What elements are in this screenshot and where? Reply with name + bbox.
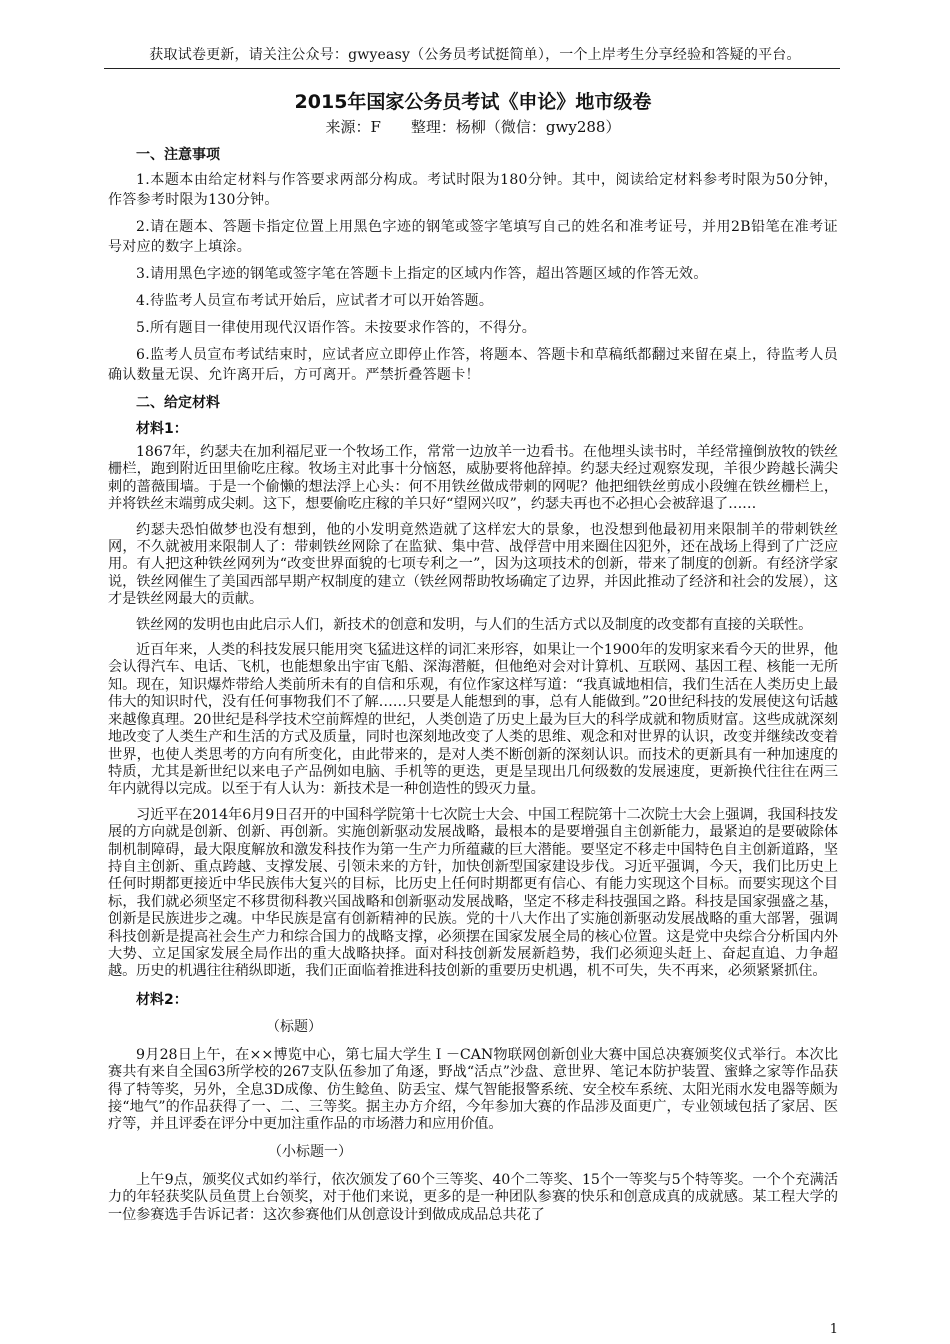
material-2-label: 材料2： — [136, 991, 188, 1008]
notice-item: 1.本题本由给定材料与作答要求两部分构成。考试时限为180分钟。其中，阅读给定材料参考时限为50分钟，作答参考时限为130分钟。 — [108, 172, 838, 208]
material-2-title-placeholder: （标题） — [266, 1018, 322, 1035]
page-number-row — [0, 1318, 950, 1337]
notice-item: 6.监考人员宣布考试结束时，应试者应立即停止作答，将题本、答题卡和草稿纸都翻过来留在桌上，待监考人员确认数量无误、允许离开后，方可离开。严禁折叠答题卡！ — [108, 347, 838, 383]
material-1-label: 材料1： — [136, 421, 188, 437]
material-1-paragraph: 约瑟夫恐怕做梦也没有想到，他的小发明竟然造就了这样宏大的景象，也没想到他最初用来限制羊的带刺铁丝网，不久就被用来限制人了：带刺铁丝网除了在监狱、集中营、战俘营中用来圈住囚犯外，还在战场上得到了广泛应用。有人把这种铁丝网列为“改变世界面貌的七项专利之一”，因为这项技术的创新，带来了制度的创新。有经济学家说，铁丝网催生了美国西部早期产权制度的建立（铁丝网帮助牧场确定了边界，并因此推动了经济和社会的发展），这才是铁丝网最大的贡献。 — [108, 521, 838, 608]
notice-item: 5.所有题目一律使用现代汉语作答。未按要求作答的，不得分。 — [136, 320, 537, 336]
document-body — [108, 88, 838, 1232]
material-2-subtitle-placeholder: （小标题一） — [268, 1143, 352, 1160]
document-source: 来源：F 整理：杨柳（微信：gwy288） — [325, 118, 621, 136]
material-1-paragraph: 铁丝网的发明也由此启示人们，新技术的创意和发明，与人们的生活方式以及制度的改变都有直接的关联性。 — [136, 616, 813, 633]
header-divider — [104, 68, 840, 69]
notice-heading: 一、注意事项 — [136, 147, 220, 163]
notice-item: 2.请在题本、答题卡指定位置上用黑色字迹的钢笔或签字笔填写自己的姓名和准考证号，并用2B铅笔在准考证号对应的数字上填涂。 — [108, 219, 838, 255]
material-1-paragraph: 习近平在2014年6月9日召开的中国科学院第十七次院士大会、中国工程院第十二次院士大会上强调，我国科技发展的方向就是创新、创新、再创新。实施创新驱动发展战略，最根本的是要增强自主创新能力，最紧迫的是要破除体制机制障碍，最大限度解放和激发科技作为第一生产力所蕴藏的巨大潜能。要坚定不移走中国特色自主创新道路，坚持自主创新、重点跨越、支撑发展、引领未来的方针，加快创新型国家建设步伐。习近平强调，今天，我们比历史上任何时期都更接近中华民族伟大复兴的目标，比历史上任何时期都更有信心、有能力实现这个目标。而要实现这个目标，我们就必须坚定不移贯彻科教兴国战略和创新驱动发展战略，坚定不移走科技强国之路。科技是国家强盛之基，创新是民族进步之魂。中华民族是富有创新精神的民族。党的十八大作出了实施创新驱动发展战略的重大部署，强调科技创新是提高社会生产力和综合国力的战略支撑，必须摆在国家发展全局的核心位置。这是党中央综合分析国内外大势、立足国家发展全局作出的重大战略抉择。面对科技创新发展新趋势，我们必须迎头赶上、奋起直追、力争超越。历史的机遇往往稍纵即逝，我们正面临着推进科技创新的重要历史机遇，机不可失，失不再来，必须紧紧抓住。 — [108, 806, 838, 980]
material-2-paragraph: 9月28日上午，在××博览中心，第七届大学生Ｉ－CAN物联网创新创业大赛中国总决赛颁奖仪式举行。本次比赛共有来自全国63所学校的267支队伍参加了角逐，野战“活点”沙盘、意世界、笔记本防护装置、蜜蜂之家等作品获得了特等奖，另外，全息3D成像、仿生鲶鱼、防丢宝、煤气智能报警系统、安全校车系统、太阳光雨水发电器等颇为接“地气”的作品获得了一、二、三等奖。据主办方介绍，今年参加大赛的作品涉及面更广，专业领域包括了家居、医疗等，并且评委在评分中更加注重作品的市场潜力和应用价值。 — [108, 1046, 838, 1133]
notice-item: 3.请用黑色字迹的钢笔或签字笔在答题卡上指定的区域内作答，超出答题区域的作答无效。 — [136, 266, 708, 282]
page-number: 1 — [829, 1322, 838, 1337]
material-2-paragraph: 上午9点，颁奖仪式如约举行，依次颁发了60个三等奖、40个二等奖、15个一等奖与5个特等奖。一个个充满活力的年轻获奖队员鱼贯上台领奖，对于他们来说，更多的是一种团队参赛的快乐和创意成真的成就感。某工程大学的一位参赛选手告诉记者：这次参赛他们从创意设计到做成成品总共花了 — [108, 1171, 838, 1223]
header-note: 获取试卷更新，请关注公众号：gwyeasy（公务员考试挺简单），一个上岸考生分享经验和答疑的平台。 — [149, 47, 801, 63]
document-title: 2015年国家公务员考试《申论》地市级卷 — [294, 91, 652, 113]
notice-item: 4.待监考人员宣布考试开始后，应试者才可以开始答题。 — [136, 293, 494, 309]
materials-heading: 二、给定材料 — [136, 395, 220, 411]
material-1-paragraph: 1867年，约瑟夫在加利福尼亚一个牧场工作，常常一边放羊一边看书。在他埋头读书时，羊经常撞倒放牧的铁丝栅栏，跑到附近田里偷吃庄稼。牧场主对此事十分恼怒，威胁要将他辞掉。约瑟夫经过观察发现，羊很少跨越长满尖刺的蔷薇围墙。于是一个偷懒的想法浮上心头：何不用铁丝做成带刺的网呢？他把细铁丝剪成小段缠在铁丝栅栏上，并将铁丝末端剪成尖刺。这下，想要偷吃庄稼的羊只好“望网兴叹”，约瑟夫再也不必担心会被辞退了…… — [108, 444, 838, 513]
material-1-paragraph: 近百年来，人类的科技发展只能用突飞猛进这样的词汇来形容，如果让一个1900年的发明家来看今天的世界，他会认得汽车、电话、飞机，也能想象出宇宙飞船、深海潜艇，但他绝对会对计算机、互联网、基因工程、核能一无所知。现在，知识爆炸带给人类前所未有的自信和乐观，有位作家这样写道：“我真诚地相信，我们生活在人类历史上最伟大的知识时代，没有任何事物我们不了解……只要是人能想到的事，总有人能做到。”20世纪科技的发展使这句话越来越像真理。20世纪是科学技术空前辉煌的世纪，人类创造了历史上最为巨大的科学成就和物质财富。这些成就深刻地改变了人类生产和生活的方式及质量，同时也深刻地改变了人类的思维、观念和对世界的认识，改变并继续改变着世界，也使人类思考的方向有所变化，由此带来的，是对人类不断创新的深刻认识。而技术的更新具有一种加速度的特质，尤其是新世纪以来电子产品例如电脑、手机等的更迭，更是呈现出几何级数的发展速度，更新换代往往在两三年内就得以完成。以至于有人认为：新技术是一种创造性的毁灭力量。 — [108, 642, 838, 798]
notice-list — [108, 170, 838, 385]
